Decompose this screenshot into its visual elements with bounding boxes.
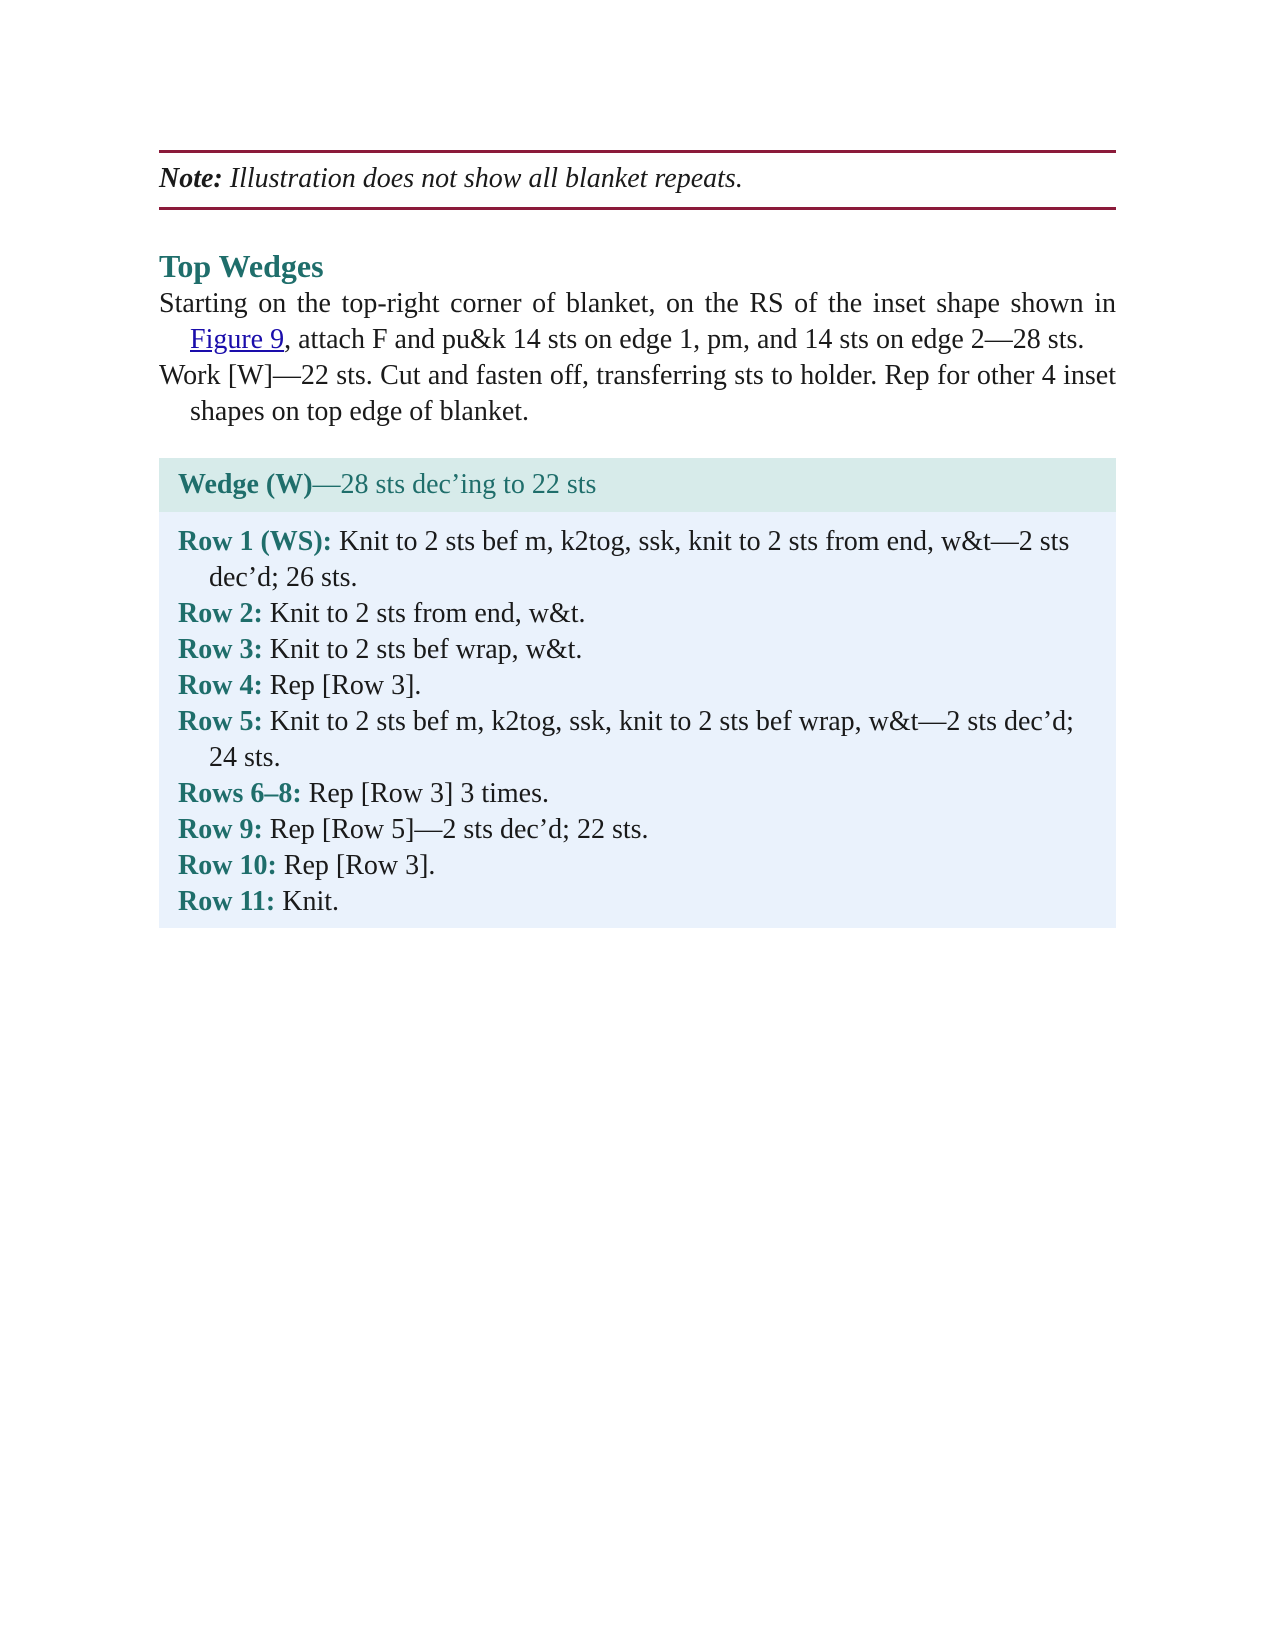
note-label: Note: bbox=[159, 163, 223, 194]
row-item bbox=[178, 704, 1102, 776]
section-heading: Top Wedges bbox=[159, 248, 324, 284]
row-label: Row 4: bbox=[178, 670, 263, 701]
row-item bbox=[178, 632, 1102, 668]
row-item bbox=[178, 812, 1102, 848]
note-box bbox=[159, 150, 1116, 210]
row-label: Row 9: bbox=[178, 814, 263, 845]
paragraph-1-before-link: Starting on the top-right corner of blanket, on the RS of the inset shape shown in bbox=[159, 288, 1116, 319]
note-text: Illustration does not show all blanket repeats. bbox=[222, 163, 743, 194]
wedge-header bbox=[159, 458, 1116, 512]
row-label: Row 11: bbox=[178, 886, 276, 917]
row-text: Knit to 2 sts bef m, k2tog, ssk, knit to 2 sts bef wrap, w&t—2 sts dec’d; 24 sts. bbox=[209, 706, 1074, 773]
row-item bbox=[178, 668, 1102, 704]
instruction-paragraph-1 bbox=[159, 286, 1116, 358]
row-text: Knit. bbox=[275, 886, 340, 917]
row-label: Row 10: bbox=[178, 850, 277, 881]
wedge-rows bbox=[159, 512, 1116, 928]
row-label: Row 2: bbox=[178, 598, 263, 629]
row-text: Knit to 2 sts from end, w&t. bbox=[262, 598, 586, 629]
row-item bbox=[178, 596, 1102, 632]
row-text: Knit to 2 sts bef m, k2tog, ssk, knit to 2 sts from end, w&t—2 sts dec’d; 26 sts. bbox=[209, 526, 1070, 593]
row-label: Row 3: bbox=[178, 634, 263, 665]
row-text: Rep [Row 3] 3 times. bbox=[301, 778, 549, 809]
row-item bbox=[178, 884, 1102, 920]
paragraph-1-after-link: , attach F and pu&k 14 sts on edge 1, pm, and 14 sts on edge 2—28 sts. bbox=[284, 324, 1085, 355]
row-text: Rep [Row 3]. bbox=[276, 850, 436, 881]
wedge-title-bold: Wedge (W) bbox=[178, 469, 313, 500]
row-label: Row 1 (WS): bbox=[178, 526, 332, 557]
row-item bbox=[178, 848, 1102, 884]
row-item bbox=[178, 776, 1102, 812]
document-page bbox=[159, 150, 1116, 928]
row-text: Rep [Row 5]—2 sts dec’d; 22 sts. bbox=[262, 814, 649, 845]
row-item bbox=[178, 524, 1102, 596]
row-label: Row 5: bbox=[178, 706, 263, 737]
instruction-paragraph-2: Work [W]—22 sts. Cut and fasten off, transferring sts to holder. Rep for other 4 inset shapes on top edge of blanket. bbox=[159, 360, 1116, 427]
row-text: Knit to 2 sts bef wrap, w&t. bbox=[262, 634, 583, 665]
wedge-title-rest: —28 sts dec’ing to 22 sts bbox=[312, 469, 597, 500]
row-text: Rep [Row 3]. bbox=[262, 670, 422, 701]
wedge-box bbox=[159, 458, 1116, 928]
row-label: Rows 6–8: bbox=[178, 778, 302, 809]
figure-9-link[interactable]: Figure 9 bbox=[190, 324, 285, 355]
